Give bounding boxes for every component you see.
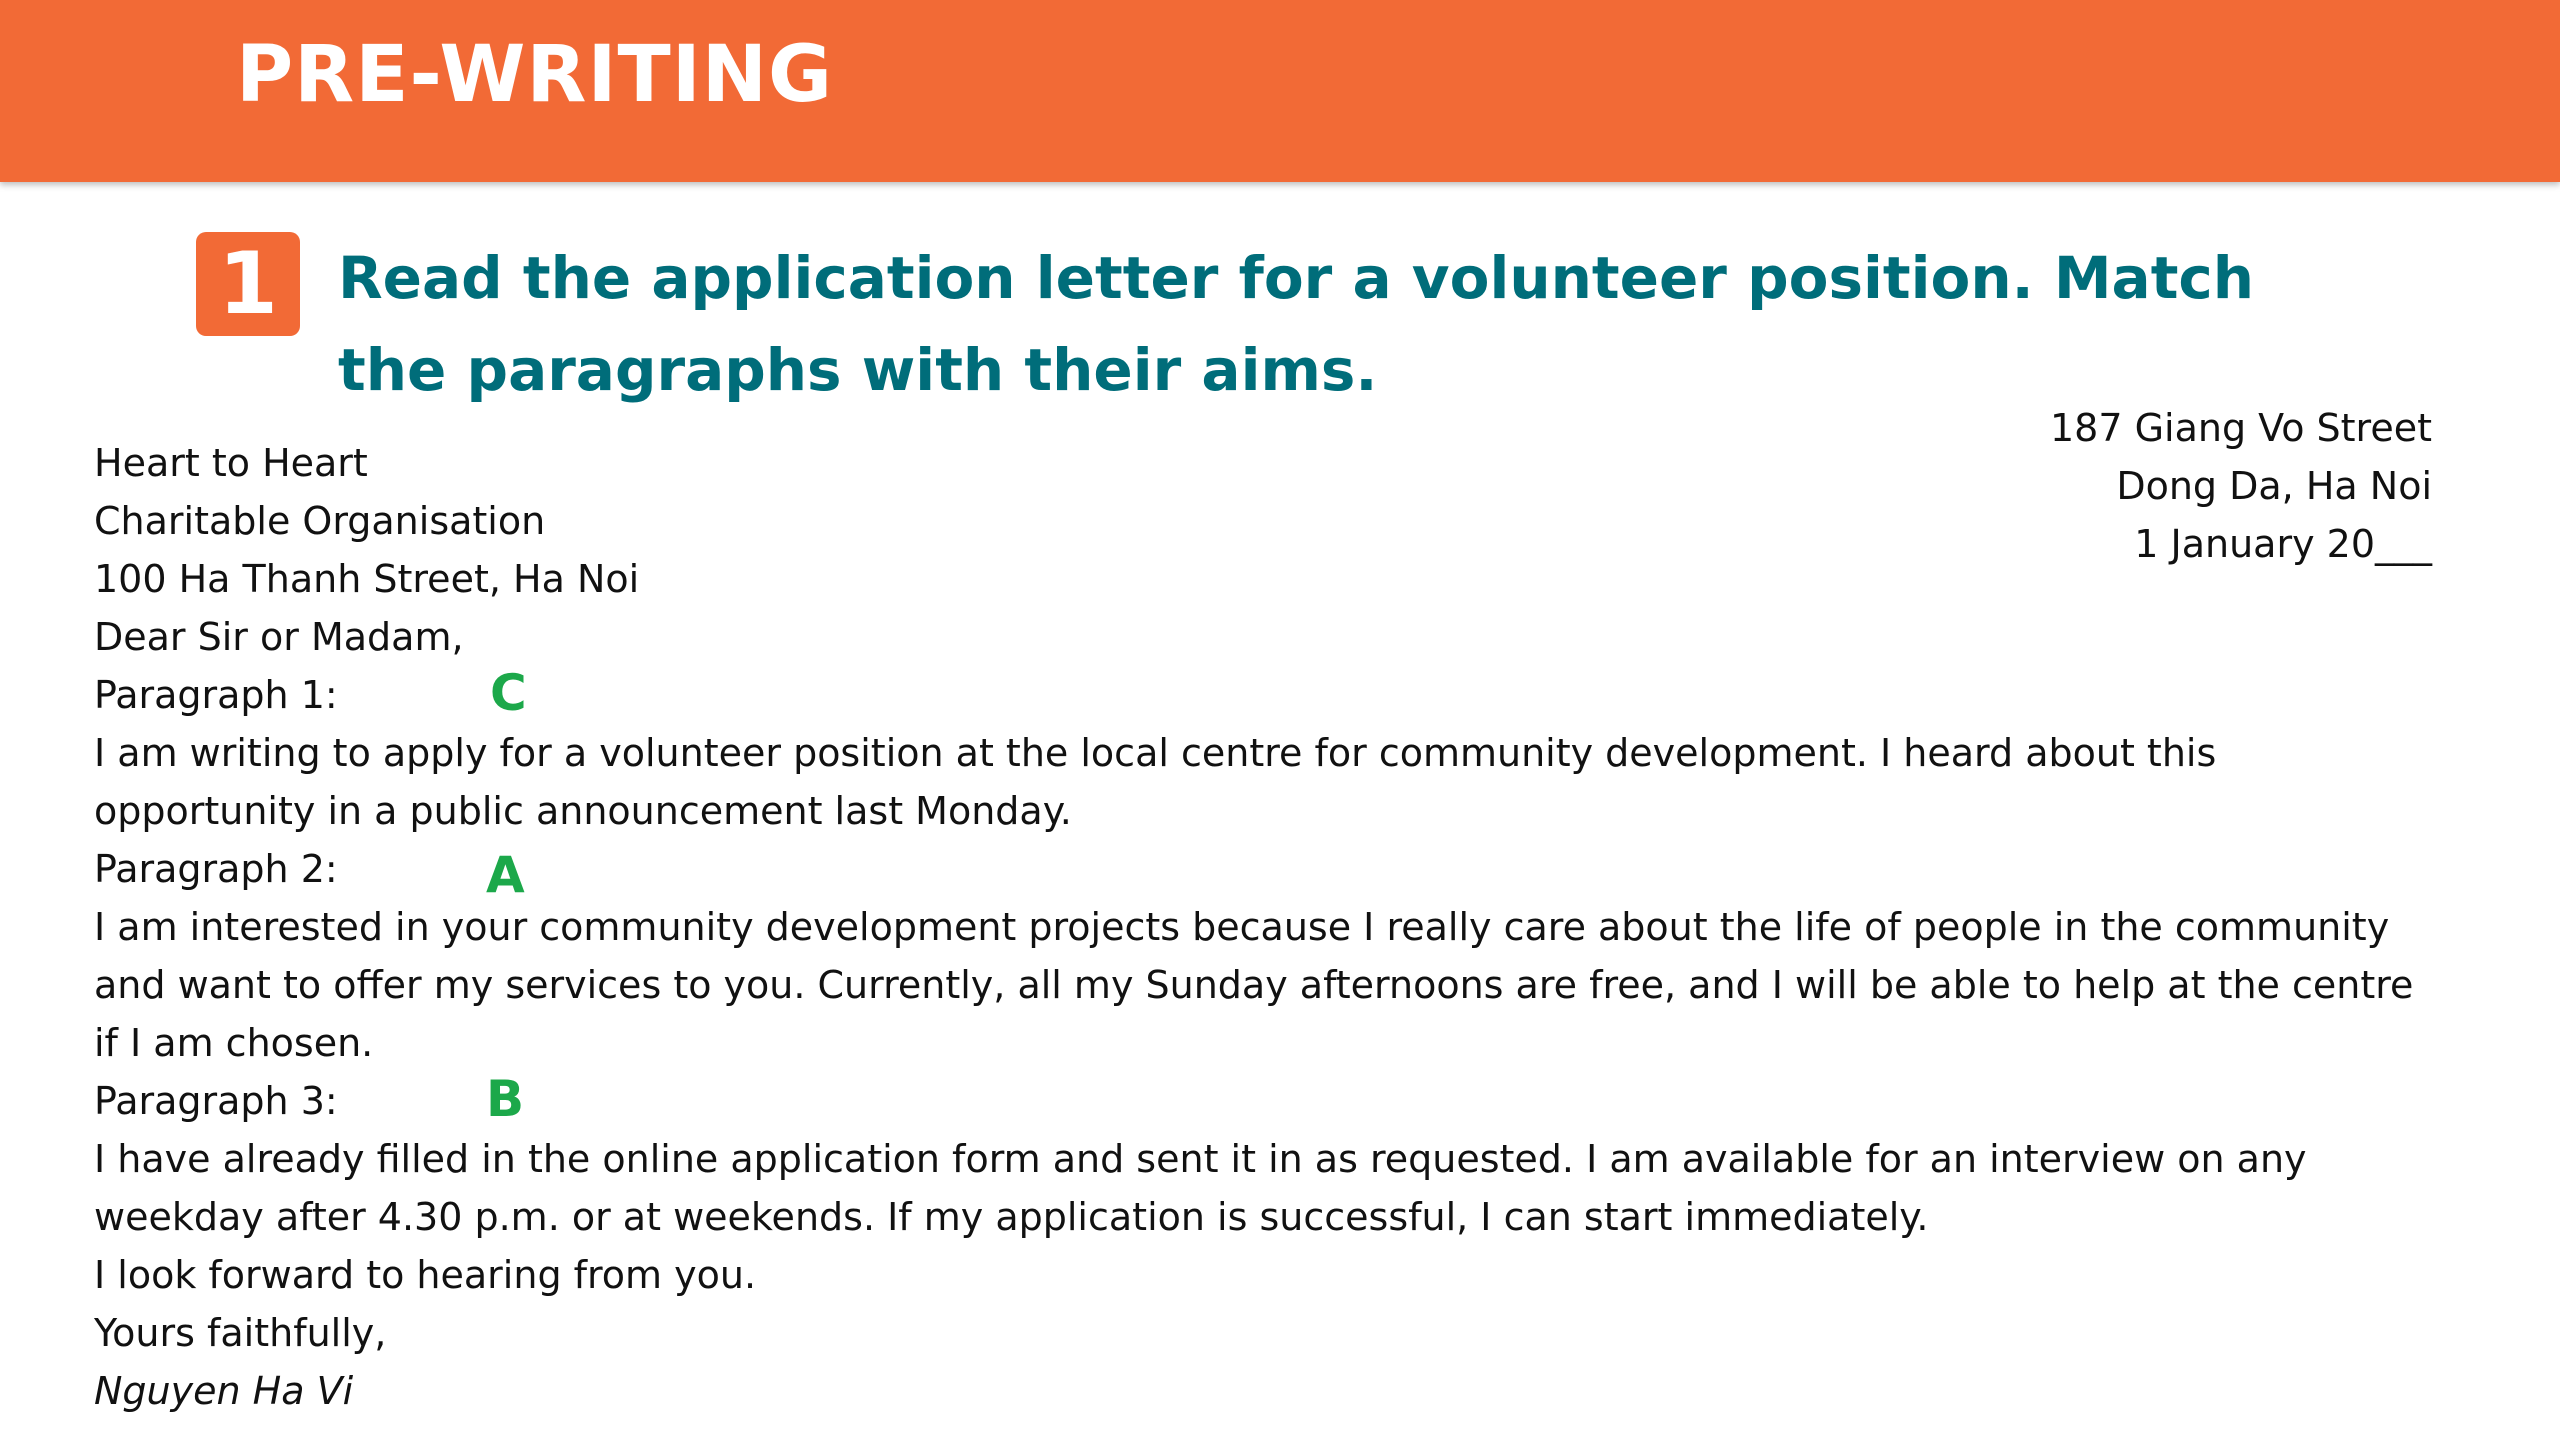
paragraph-1-line-1: I am writing to apply for a volunteer position at the local centre for community development. I heard about this: [94, 731, 2217, 775]
recipient-name: Heart to Heart: [94, 441, 368, 485]
letter-date: 1 January 20___: [2134, 522, 2432, 566]
paragraph-2-line-3: if I am chosen.: [94, 1021, 374, 1065]
paragraph-2-line-2: and want to offer my services to you. Currently, all my Sunday afternoons are free, and I will be able to help at the centre: [94, 963, 2414, 1007]
paragraph-2-answer: A: [486, 846, 525, 904]
page-title: PRE-WRITING: [236, 30, 834, 120]
paragraph-1-line-2: opportunity in a public announcement last Monday.: [94, 789, 1072, 833]
closing-line: I look forward to hearing from you.: [94, 1253, 757, 1297]
task-instruction: Read the application letter for a volunteer position. Match the paragraphs with their aims.: [338, 244, 2255, 404]
paragraph-3-line-2: weekday after 4.30 p.m. or at weekends. If my application is successful, I can start immediately.: [94, 1195, 1929, 1239]
recipient-organisation: Charitable Organisation: [94, 499, 546, 543]
signature: Nguyen Ha Vi: [94, 1369, 354, 1413]
paragraph-1-label: Paragraph 1:: [94, 673, 338, 717]
recipient-address: 100 Ha Thanh Street, Ha Noi: [94, 557, 640, 601]
task-number-badge: 1: [196, 232, 300, 336]
paragraph-1-answer: C: [490, 664, 527, 722]
sender-address: [2050, 399, 2432, 573]
paragraph-3-label: Paragraph 3:: [94, 1079, 338, 1123]
paragraph-2-line-1: I am interested in your community development projects because I really care about the life of people in the community: [94, 905, 2390, 949]
paragraph-2-label: Paragraph 2:: [94, 847, 338, 891]
paragraph-3-answer: B: [486, 1070, 525, 1128]
sender-street: 187 Giang Vo Street: [2049, 406, 2432, 450]
paragraph-3-line-1: I have already filled in the online application form and sent it in as requested. I am available for an interview on any: [94, 1137, 2307, 1181]
sender-district: Dong Da, Ha Noi: [2116, 464, 2432, 508]
sign-off: Yours faithfully,: [94, 1311, 387, 1355]
salutation: Dear Sir or Madam,: [94, 615, 464, 659]
